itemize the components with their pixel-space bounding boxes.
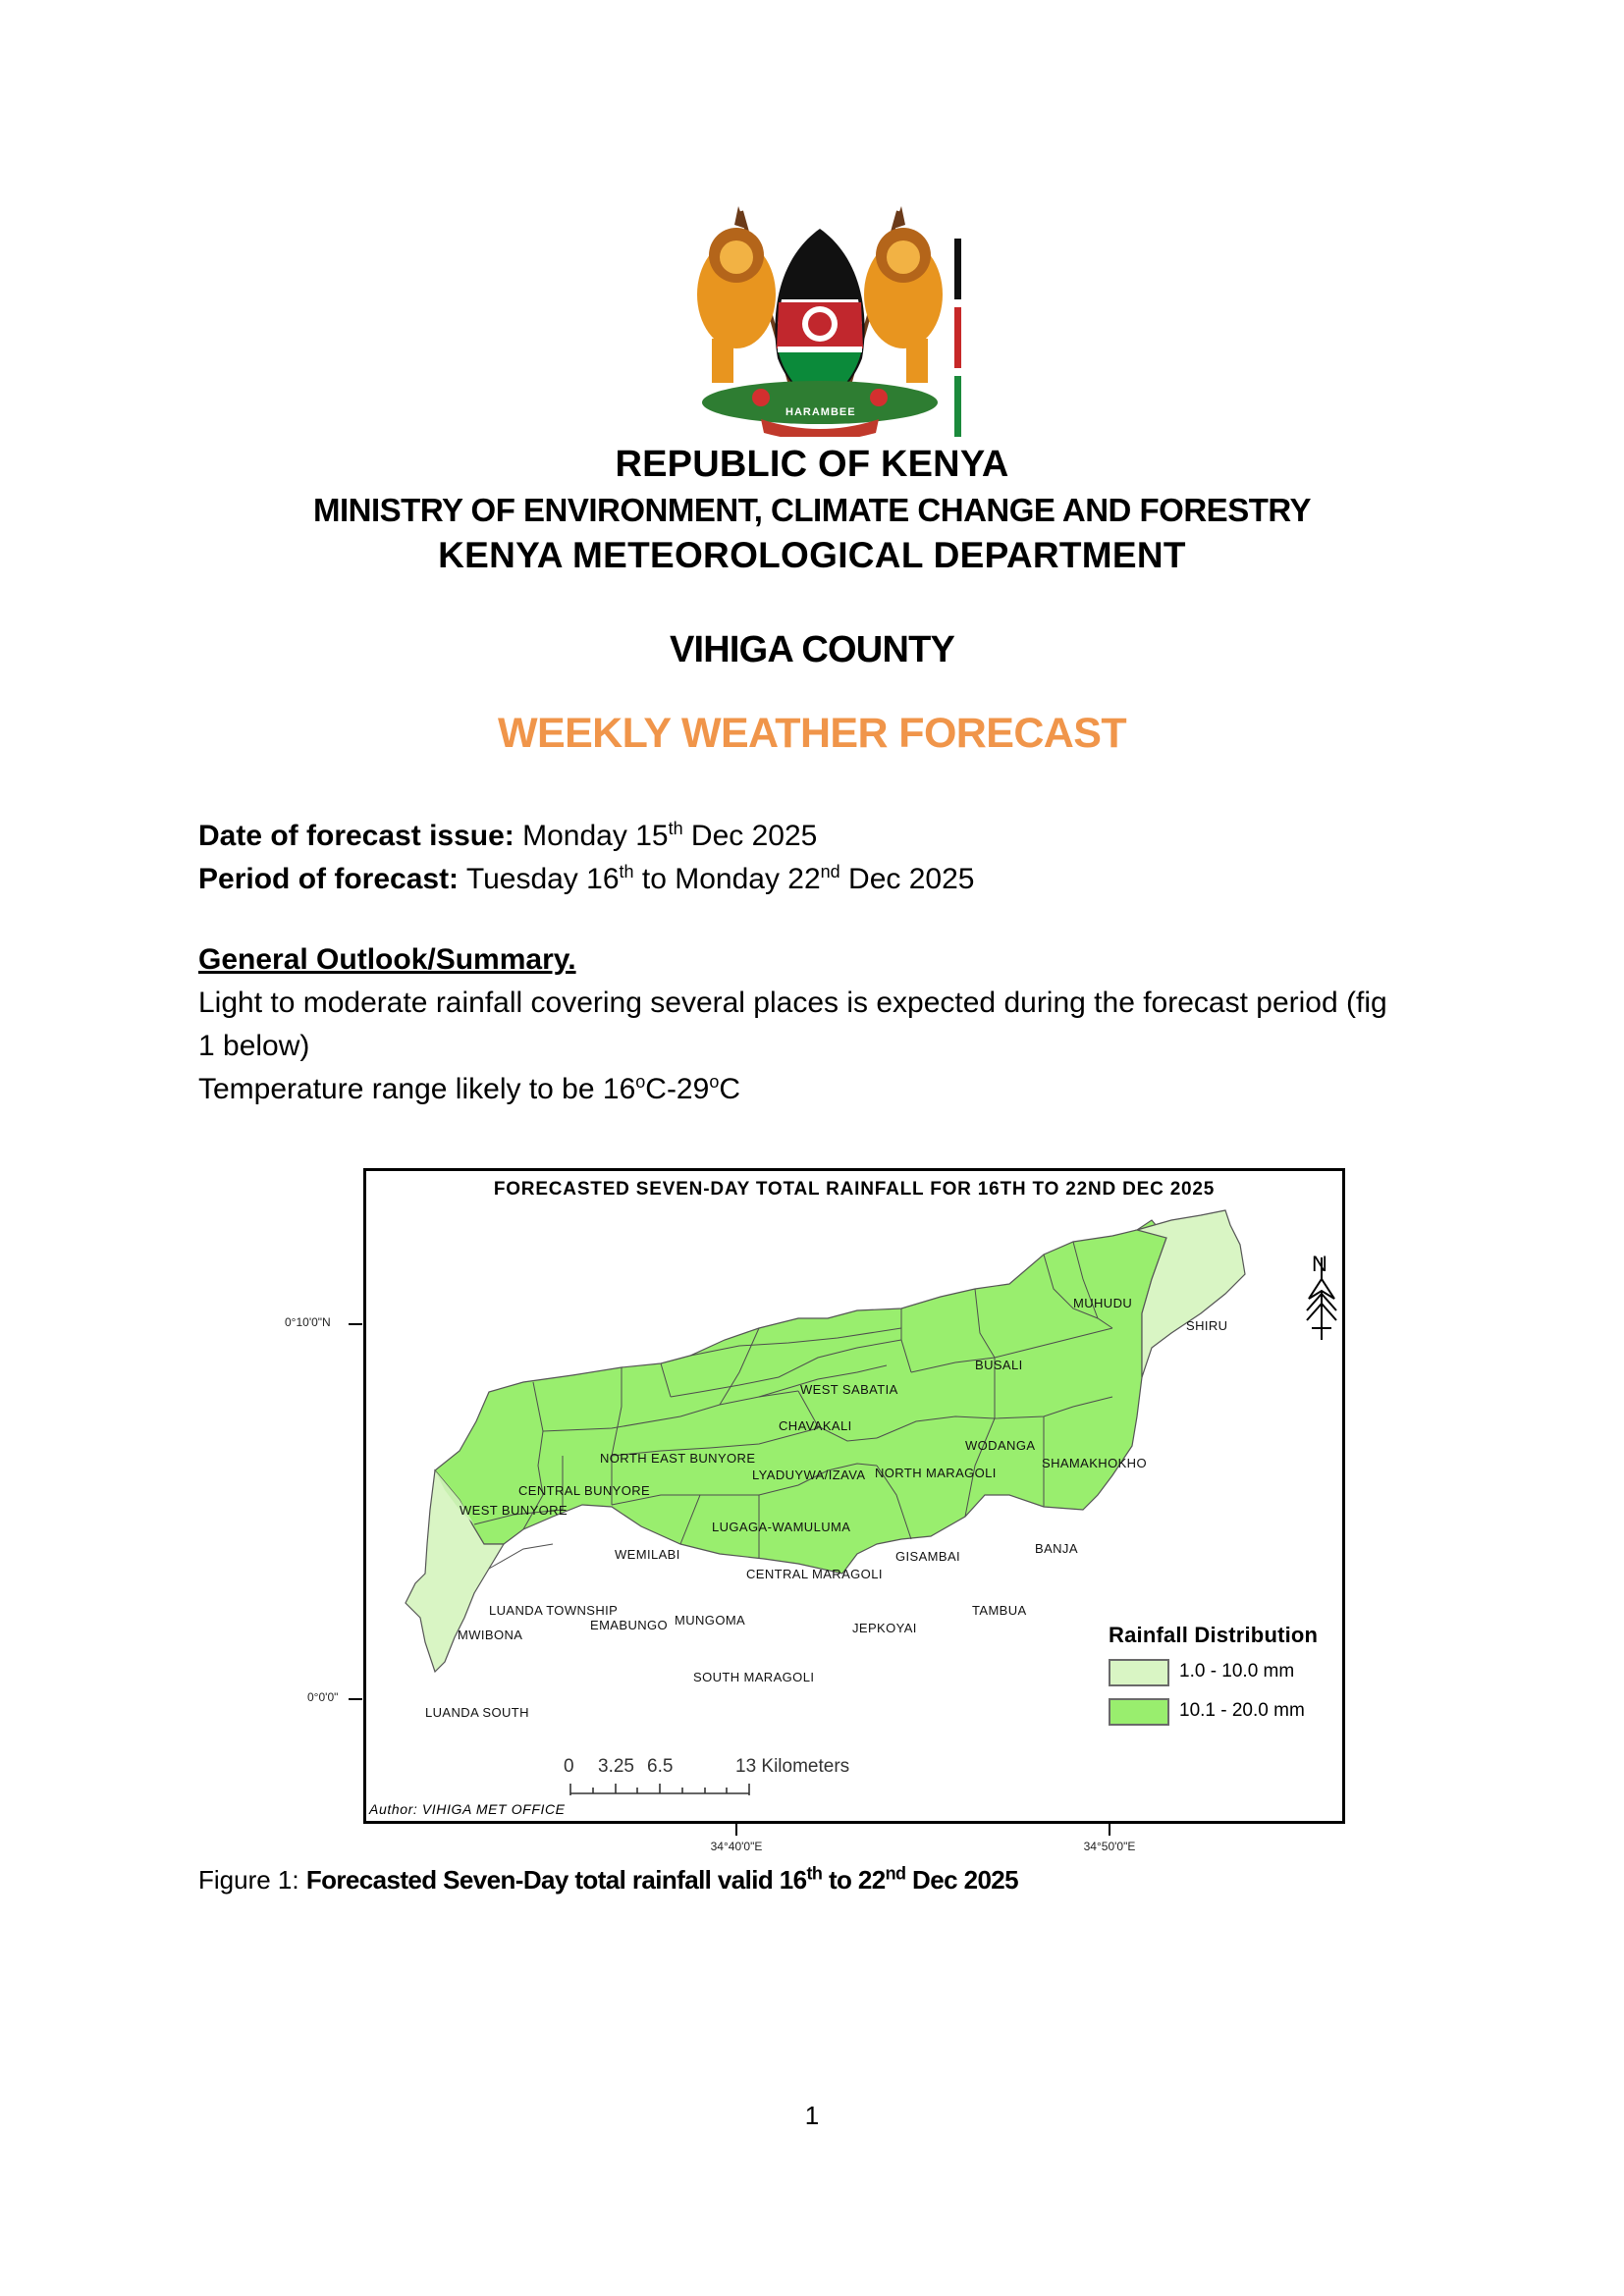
region-label-busali: BUSALI <box>975 1358 1023 1372</box>
region-label-west-bunyore: WEST BUNYORE <box>460 1503 568 1518</box>
flag-stripe-red <box>954 307 961 368</box>
region-label-chavakali: CHAVAKALI <box>779 1418 852 1433</box>
region-label-lyaduywa-izava: LYADUYWA/IZAVA <box>752 1468 866 1482</box>
region-label-luanda-south: LUANDA SOUTH <box>425 1705 529 1720</box>
summary-heading: General Outlook/Summary. <box>198 943 576 976</box>
region-label-north-east-bunyore: NORTH EAST BUNYORE <box>600 1451 756 1466</box>
region-label-muhudu: MUHUDU <box>1073 1296 1133 1310</box>
region-label-wodanga: WODANGA <box>965 1438 1036 1453</box>
map-drawing <box>366 1171 1342 1821</box>
lon-tick-left <box>735 1824 737 1836</box>
lat-tick-top <box>349 1323 362 1325</box>
region-label-south-maragoli: SOUTH MARAGOLI <box>693 1670 815 1684</box>
scale-label-0: 0 <box>564 1756 574 1777</box>
county-heading: VIHIGA COUNTY <box>669 629 955 670</box>
figure-caption: Figure 1: Forecasted Seven-Day total rainfall valid 16th to 22nd Dec 2025 <box>198 1863 1019 1895</box>
north-label: N <box>1312 1252 1327 1276</box>
legend-label-light: 1.0 - 10.0 mm <box>1179 1661 1295 1682</box>
region-label-mungoma: MUNGOMA <box>675 1613 746 1628</box>
region-label-tambua: TAMBUA <box>972 1603 1027 1618</box>
region-label-shamakhokho: SHAMAKHOKHO <box>1042 1456 1147 1470</box>
scale-bar <box>570 1784 749 1795</box>
rainfall-map <box>363 1168 1345 1824</box>
ministry-heading: MINISTRY OF ENVIRONMENT, CLIMATE CHANGE AND FORESTRY <box>313 492 1311 528</box>
forecast-title: WEEKLY WEATHER FORECAST <box>498 710 1126 757</box>
map-author: Author: VIHIGA MET OFFICE <box>369 1801 566 1817</box>
country-heading: REPUBLIC OF KENYA <box>615 444 1009 485</box>
legend-swatch-light <box>1109 1659 1169 1686</box>
region-label-west-sabatia: WEST SABATIA <box>800 1382 898 1397</box>
scale-label-1: 3.25 <box>598 1756 634 1777</box>
region-label-wemilabi: WEMILABI <box>615 1547 680 1562</box>
temperature-line: Temperature range likely to be 16$^o$C-29$^o$C <box>198 1072 740 1105</box>
region-label-north-maragoli: NORTH MARAGOLI <box>875 1466 997 1480</box>
region-label-central-maragoli: CENTRAL MARAGOLI <box>746 1567 883 1581</box>
lat-tick-bottom <box>349 1698 362 1700</box>
region-label-gisambai: GISAMBAI <box>895 1549 961 1564</box>
region-label-banja: BANJA <box>1035 1541 1078 1556</box>
flag-stripe-green <box>954 376 961 437</box>
lon-label-left: 34°40'0"E <box>710 1840 763 1853</box>
summary-line-2: 1 below) <box>198 1030 310 1062</box>
region-label-jepkoyai: JEPKOYAI <box>852 1621 917 1635</box>
scale-label-3: 13 Kilometers <box>735 1756 850 1777</box>
page-number: 1 <box>804 2101 820 2130</box>
region-label-emabungo: EMABUNGO <box>590 1618 669 1632</box>
legend-title: Rainfall Distribution <box>1109 1623 1319 1647</box>
coat-of-arms-emblem <box>668 201 972 437</box>
scale-label-2: 6.5 <box>647 1756 674 1777</box>
legend-label-heavy: 10.1 - 20.0 mm <box>1179 1700 1305 1721</box>
period-label: Period of forecast: <box>198 863 460 895</box>
region-label-central-bunyore: CENTRAL BUNYORE <box>518 1483 651 1498</box>
issue-date-value: Monday 15th Dec 2025 <box>522 819 818 852</box>
region-label-mwibona: MWIBONA <box>458 1628 523 1642</box>
issue-date-label: Date of forecast issue: <box>198 820 514 852</box>
period-line <box>198 858 974 901</box>
issue-date-line <box>198 815 817 858</box>
emblem-motto: HARAMBEE <box>785 406 856 418</box>
flag-stripe-black <box>954 239 961 299</box>
map-title: FORECASTED SEVEN-DAY TOTAL RAINFALL FOR 16TH TO 22ND DEC 2025 <box>493 1179 1216 1200</box>
lon-tick-right <box>1109 1824 1110 1836</box>
region-label-shiru: SHIRU <box>1186 1318 1228 1333</box>
lat-label-bottom: 0°0'0" <box>307 1690 339 1704</box>
lon-label-right: 34°50'0"E <box>1083 1840 1136 1853</box>
region-label-lugaga-wamuluma: LUGAGA-WAMULUMA <box>712 1520 851 1534</box>
department-heading: KENYA METEOROLOGICAL DEPARTMENT <box>438 535 1186 575</box>
summary-line-1: Light to moderate rainfall covering several places is expected during the forecast period (fig <box>198 987 1387 1019</box>
legend-swatch-heavy <box>1109 1698 1169 1726</box>
region-label-luanda-township: LUANDA TOWNSHIP <box>489 1603 619 1618</box>
lat-label-top: 0°10'0"N <box>285 1315 331 1329</box>
period-value: Tuesday 16th to Monday 22nd Dec 2025 <box>465 862 975 895</box>
